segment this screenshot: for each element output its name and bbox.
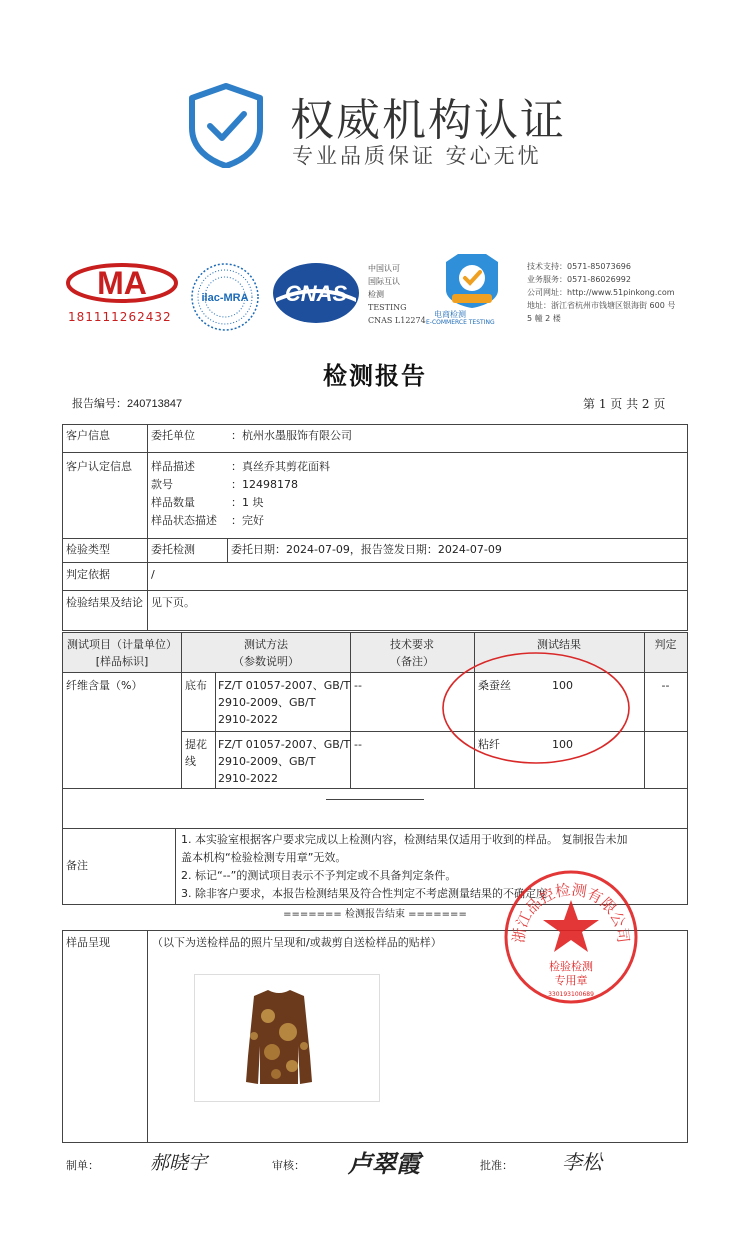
fiber-content-item: 纤维含量（%） xyxy=(66,679,143,692)
ecommerce-label: 电商检测 xyxy=(434,310,466,319)
col-header-result: 测试结果 xyxy=(537,638,581,651)
sample-presentation-label: 样品呈现 xyxy=(66,936,110,949)
report-dates: 委托日期：2024-07-09，报告签发日期：2024-07-09 xyxy=(231,543,502,556)
notes-label: 备注 xyxy=(66,859,88,872)
contact-line: 技术支持：0571-85073696 xyxy=(527,262,631,271)
contact-line: 公司网址：http://www.51pinkong.com xyxy=(527,288,675,297)
header-title: 权威机构认证 xyxy=(290,95,566,146)
maker-signature: 郝晓宇 xyxy=(150,1152,208,1174)
sample-field-value: ：1 块 xyxy=(231,496,264,509)
sample-field-value: ：完好 xyxy=(231,514,264,527)
row-result-name: 桑蚕丝 xyxy=(478,679,511,692)
note-line: 2. 标记“--”的测试项目表示不予判定或不具备判定条件。 xyxy=(181,869,457,882)
ma-number: 181111262432 xyxy=(68,310,172,324)
cnas-info-block xyxy=(368,262,426,327)
row-method: FZ/T 01057-2007、GB/T xyxy=(218,738,351,751)
cnas-info-line: 检测 xyxy=(368,290,384,299)
col-header-method: 测试方法 xyxy=(244,638,288,651)
cnas-text: CNAS xyxy=(284,281,348,306)
cnas-info-line: TESTING xyxy=(368,303,407,312)
conclusion-label: 检验结果及结论 xyxy=(66,596,143,609)
customer-confirm-label: 客户认定信息 xyxy=(66,460,132,473)
row-result-value: 100 xyxy=(552,738,573,751)
client-unit-label: 委托单位 xyxy=(151,429,195,442)
header-subtitle: 专业品质保证 安心无忧 xyxy=(292,144,542,168)
row-part: 提花线 xyxy=(185,738,207,768)
ma-logo-text: MA xyxy=(97,265,147,301)
row-part: 底布 xyxy=(185,679,207,692)
seal-bottom-text: 专用章 xyxy=(554,974,588,987)
sample-field-label: 样品描述 xyxy=(151,460,195,473)
ilac-text: ilac-MRA xyxy=(201,292,249,304)
contact-line: 业务服务：0571-86026992 xyxy=(527,275,631,284)
row-judgement: -- xyxy=(661,679,670,692)
col-header-item-sub: [样品标识] xyxy=(95,655,149,668)
sample-field-label: 样品状态描述 xyxy=(151,514,217,527)
review-signature: 卢翠霞 xyxy=(348,1149,420,1178)
test-type-label: 检验类型 xyxy=(66,543,110,556)
highlight-ellipse xyxy=(440,650,632,766)
maker-label: 制单： xyxy=(66,1159,99,1172)
sample-field-label: 样品数量 xyxy=(151,496,195,509)
sample-garment-image xyxy=(246,986,312,1086)
report-end-text: ======= 检测报告结束 ======= xyxy=(283,909,467,920)
basis-value: / xyxy=(151,568,155,581)
official-seal xyxy=(502,868,640,1006)
row-method: 2910-2022 xyxy=(218,772,278,785)
seal-number: 330193100689 xyxy=(548,991,594,998)
report-number-value: 240713847 xyxy=(127,398,183,410)
row-result-value: 100 xyxy=(552,679,573,692)
row-method: FZ/T 01057-2007、GB/T xyxy=(218,679,351,692)
row-method: 2910-2022 xyxy=(218,713,278,726)
shield-check-icon xyxy=(188,82,264,168)
approve-signature: 李松 xyxy=(562,1150,602,1174)
col-header-item: 测试项目（计量单位） xyxy=(67,638,177,651)
row-requirement: -- xyxy=(354,679,362,692)
row-method: 2910-2009、GB/T xyxy=(218,755,316,768)
ecommerce-label-en: E-COMMERCE TESTING xyxy=(426,319,495,326)
report-number xyxy=(72,395,182,411)
report-title: 检测报告 xyxy=(323,361,427,390)
row-result-name: 粘纤 xyxy=(478,738,500,751)
report-number-label: 报告编号： xyxy=(72,397,127,410)
ma-logo xyxy=(66,263,178,303)
note-line: 盖本机构“检验检测专用章”无效。 xyxy=(181,851,347,864)
col-header-judgement: 判定 xyxy=(654,638,677,651)
cnas-info-line: 中国认可 xyxy=(368,264,400,273)
sample-field-value: ：12498178 xyxy=(231,478,298,491)
review-label: 审核： xyxy=(272,1159,305,1172)
contact-block xyxy=(527,260,675,325)
ilac-mra-logo xyxy=(190,262,260,332)
contact-line: 5 幢 2 楼 xyxy=(527,314,561,323)
sample-presentation-desc: （以下为送检样品的照片呈现和/或裁剪自送检样品的贴样） xyxy=(152,936,442,949)
col-header-requirement: 技术要求 xyxy=(390,638,434,651)
seal-center-text: 检验检测 xyxy=(549,960,593,973)
cnas-info-line: 国际互认 xyxy=(368,277,400,286)
contact-line: 地址：浙江省杭州市钱塘区银海街 600 号 xyxy=(527,301,676,310)
client-info-label: 客户信息 xyxy=(66,429,110,442)
page-info: 第 1 页 共 2 页 xyxy=(583,397,666,411)
note-line: 1. 本实验室根据客户要求完成以上检测内容，检测结果仅适用于收到的样品。 复制报告未加 xyxy=(181,833,628,846)
col-header-method-sub: （参数说明） xyxy=(233,655,299,668)
seal-company-text: 浙江品控检测有限公司 xyxy=(509,880,633,944)
note-line: 3. 除非客户要求，本报告检测结果及符合性判定不考虑测量结果的不确定度 xyxy=(181,887,547,900)
col-header-requirement-sub: （备注） xyxy=(390,655,434,668)
basis-label: 判定依据 xyxy=(66,568,110,581)
sample-field-value: ：真丝乔其剪花面料 xyxy=(231,460,330,473)
approve-label: 批准： xyxy=(480,1159,513,1172)
row-requirement: -- xyxy=(354,738,362,751)
cnas-info-line: CNAS L12274 xyxy=(368,316,426,325)
sample-field-label: 款号 xyxy=(151,478,173,491)
conclusion-value: 见下页。 xyxy=(151,596,195,609)
row-method: 2910-2009、GB/T xyxy=(218,696,316,709)
client-unit-value: ：杭州水墨服饰有限公司 xyxy=(231,429,352,442)
cnas-logo xyxy=(272,262,360,324)
test-type-value: 委托检测 xyxy=(151,543,195,556)
